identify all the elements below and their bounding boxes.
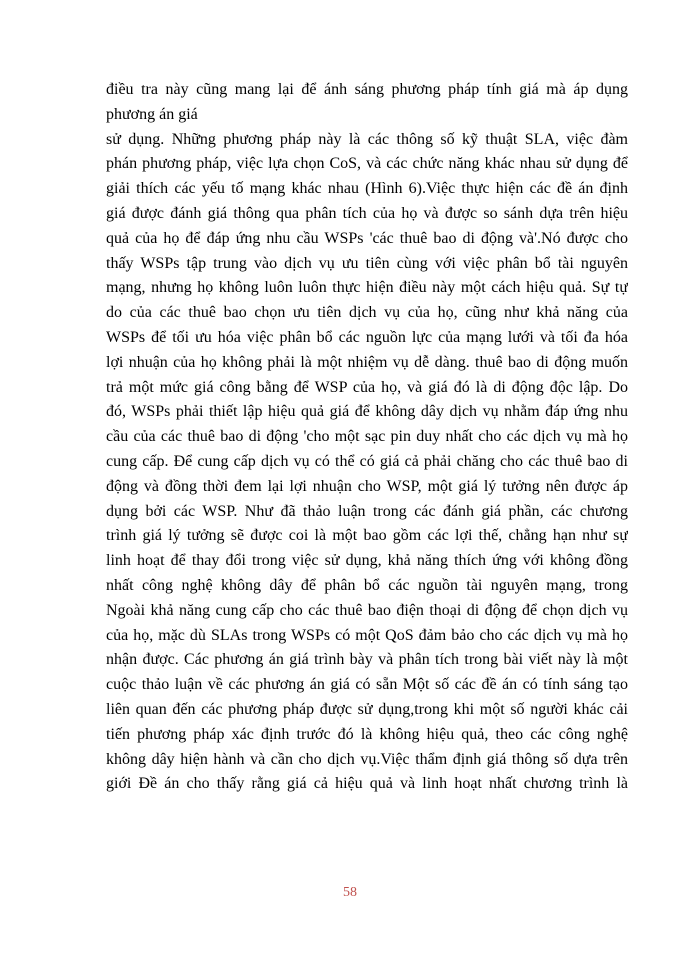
text-line-15: cầu của các thuê bao di động 'cho một sạc pin duy nhất cho các dịch vụ mà họ <box>106 428 628 446</box>
text-line-4: phán phương pháp, việc lựa chọn CoS, và các chức năng khác nhau sử dụng để <box>106 155 628 173</box>
body-text <box>106 78 628 797</box>
text-line-23: của họ, mặc dù SLAs trong WSPs có một QoS đảm bảo cho các dịch vụ mà họ <box>106 626 628 644</box>
text-line-24: nhận được. Các phương án giá trình bày và phân tích trong bài viết này là một <box>106 651 628 669</box>
text-line-18: dụng bởi các WSP. Như đã thảo luận trong các đánh giá phần, các chương <box>106 502 628 520</box>
text-line-3: sử dụng. Những phương pháp này là các thông số kỹ thuật SLA, việc đàm <box>106 130 628 148</box>
text-line-29: giới Đề án cho thấy rằng giá cả hiệu quả và linh hoạt nhất chương trình là <box>106 775 628 793</box>
text-line-13: trả một mức giá công bằng để WSP của họ, và giá đó là di động độc lập. Do <box>106 378 628 396</box>
text-line-11: WSPs để tối ưu hóa việc phân bổ các nguồn lực của mạng lưới và tối đa hóa <box>106 328 628 346</box>
text-line-9: mạng, nhưng họ không luôn luôn thực hiện điều này một cách hiệu quả. Sự tự <box>106 279 628 297</box>
page-number: 58 <box>343 885 357 900</box>
text-line-12: lợi nhuận của họ không phải là một nhiệm vụ dễ dàng. thuê bao di động muốn <box>106 353 628 371</box>
text-line-22: Ngoài khả năng cung cấp cho các thuê bao điện thoại di động để chọn dịch vụ <box>106 601 628 619</box>
text-line-10: do của các thuê bao chọn ưu tiên dịch vụ của họ, cũng như khả năng của <box>106 304 628 322</box>
text-line-26: liên quan đến các phương pháp được sử dụng,trong khi một số người khác cải <box>106 700 628 718</box>
text-line-1: điều tra này cũng mang lại để ánh sáng phương pháp tính giá mà áp dụng <box>106 81 628 98</box>
text-line-6: giá được đánh giá thông qua phân tích của họ và được so sánh dựa trên hiệu <box>106 204 628 222</box>
text-line-25: cuộc thảo luận về các phương án giá có sẵn Một số các đề án có tính sáng tạo <box>106 676 628 694</box>
text-line-20: linh hoạt để thay đổi trong việc sử dụng, khả năng thích ứng với không đồng <box>106 552 628 570</box>
text-line-27: tiến phương pháp xác định trước đó là không hiệu quả, theo các công nghệ <box>106 725 628 743</box>
text-line-14: đó, WSPs phải thiết lập hiệu quả giá để không dây dịch vụ nhằm đáp ứng nhu <box>106 403 628 421</box>
text-line-19: trình giá lý tưởng sẽ được coi là một bao gồm các lợi thế, chẳng hạn như sự <box>106 527 628 545</box>
text-line-5: giải thích các yếu tố mạng khác nhau (Hình 6).Việc thực hiện các đề án định <box>106 180 628 198</box>
text-line-17: động và đồng thời đem lại lợi nhuận cho WSP, một giá lý tưởng nên được áp <box>106 477 628 495</box>
text-line-2: phương án giá <box>106 105 198 123</box>
text-line-21: nhất công nghệ không dây để phân bổ các nguồn tài nguyên mạng, trong <box>106 576 628 594</box>
text-line-7: quả của họ để đáp ứng nhu cầu WSPs 'các thuê bao di động và'.Nó được cho <box>106 229 628 247</box>
text-line-16: cung cấp. Để cung cấp dịch vụ có thể có giá cả phải chăng cho các thuê bao di <box>106 452 628 470</box>
text-line-28: không dây hiện hành và cần cho dịch vụ.Việc thẩm định giá thông số dựa trên <box>106 750 628 768</box>
text-line-8: thấy WSPs tập trung vào dịch vụ ưu tiên cùng với việc phân bổ tài nguyên <box>106 254 628 272</box>
